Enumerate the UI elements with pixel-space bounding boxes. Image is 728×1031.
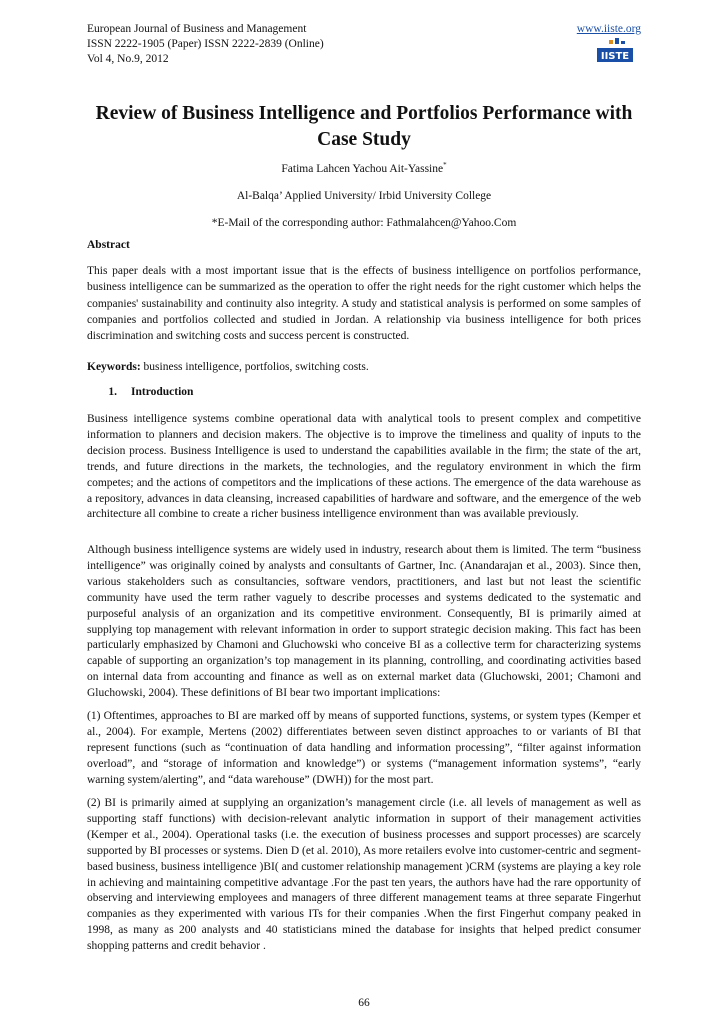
affiliation: Al-Balqa’ Applied University/ Irbid University College xyxy=(236,190,492,202)
author-line xyxy=(87,162,641,177)
keywords-label: Keywords: xyxy=(87,361,141,373)
issn-line: ISSN 2222-1905 (Paper) ISSN 2222-2839 (Online) xyxy=(87,38,324,50)
abstract-text: This paper deals with a most important issue that is the effects of business intelligence on portfolios performance, business intelligence can be summarized as the operation to offer the right needs for the right customer which helps the companies' sustainability and continuity also integrity. A study and statistical analysis is performed on some samples of companies and portfolios collected and studied in Jordan. A relationship via business intelligence for both prices discrimination and switching costs and success percent is constructed. xyxy=(87,265,641,343)
keywords-line xyxy=(87,359,641,375)
journal-name: European Journal of Business and Management xyxy=(87,23,307,35)
page-number: 66 xyxy=(358,997,370,1009)
keywords-text: business intelligence, portfolios, switching costs. xyxy=(140,361,369,373)
paper-title: Review of Business Intelligence and Portfolios Performance with Case Study xyxy=(95,103,633,150)
abstract-label: Abstract xyxy=(87,239,130,251)
author-name: Fatima Lahcen Yachou Ait-Yassine xyxy=(281,163,444,175)
section-heading-introduction xyxy=(95,385,193,400)
iiste-logo xyxy=(595,38,635,68)
intro-paragraph-2: Although business intelligence systems are widely used in industry, research about them is limited. The term “business intelligence” was originally coined by analysts and consultants of Gartner, Inc. (Anandarajan et al., 2003). Since then, various stakeholders such as consultancies, software vendors, practitioners, and last but not least the scientific community have used the term rather vaguely to describe processes and systems dedicated to the systematic and purposeful analysis of an organization and its competitive environment. Consequently, BI is primarily aimed at supplying top management with relevant information in order to support strategic decision making. This fact has been particularly emphasized by Chamoni and Gluchowski who conceive BI as a collective term for characterizing systems capable of supporting an organization’s top management in its planning, controlling, and coordinating activities based on internal data from accounting and finance as well as on external market data (Gluchowski, 2001; Chamoni and Gluchowski, 2004). These definitions of BI bear two important implications: xyxy=(87,544,641,700)
intro-paragraph-4: (2) BI is primarily aimed at supplying an organization’s management circle (i.e. all levels of management as well as supporting staff functions) with decision-relevant analytic information in support of their management activities (Kemper et al., 2004). Operational tasks (i.e. the execution of business processes and support processes) are scarcely supported by BI processes or systems. Dien D (et al. 2010), As more retailers evolve into customer-centric and segment-based business, business intelligence )BI( and customer relationship management )CRM (systems are playing a key role in achieving and maintaining competitive advantage .For the past ten years, the authors have had the rare opportunity of observing and interviewing employees and managers of three different management teams at three separate Fingerhut companies as they experimented with various ITs for their companies .When the first Fingerhut company peaked in 1998, as many as 200 analysts and 40 statisticians mined the database for insights that helped predict consumer shopping patterns and credit behavior . xyxy=(87,797,641,953)
corresponding-email: *E-Mail of the corresponding author: Fathmalahcen@Yahoo.Com xyxy=(211,217,517,229)
intro-paragraph-1: Business intelligence systems combine operational data with analytical tools to present complex and competitive information to planners and decision makers. The objective is to improve the timeliness and quality of inputs to the decision process. Business Intelligence is used to understand the capabilities available in the firm; the state of the art, trends, and future directions in the markets, the technologies, and the regulatory environment in which the firm competes; and the actions of competitors and the implications of these actions. The emergence of the data warehouse as a repository, advances in data cleansing, increased capabilities of hardware and software, and the emergence of the web architecture all combine to create a richer business intelligence environment than was available previously. xyxy=(87,413,641,521)
journal-url-link[interactable]: www.iiste.org xyxy=(576,23,641,35)
author-mark: * xyxy=(443,161,447,170)
section-title: Introduction xyxy=(131,386,194,398)
volume-line: Vol 4, No.9, 2012 xyxy=(87,53,169,65)
section-number: 1. xyxy=(108,386,117,398)
intro-paragraph-3: (1) Oftentimes, approaches to BI are marked off by means of supported functions, systems, or system types (Kemper et al., 2004). For example, Mertens (2002) differentiates between seven distinct approaches to or variants of BI that represent functions (such as “continuation of data handling and information processing”, “filter against information overload”, and “storage of information and knowledge”) or systems (“management information systems”, “early warning system/alerting”, and “data warehouse” (DWH)) for the most part. xyxy=(87,710,641,786)
svg-text:IISTE: IISTE xyxy=(600,51,630,62)
